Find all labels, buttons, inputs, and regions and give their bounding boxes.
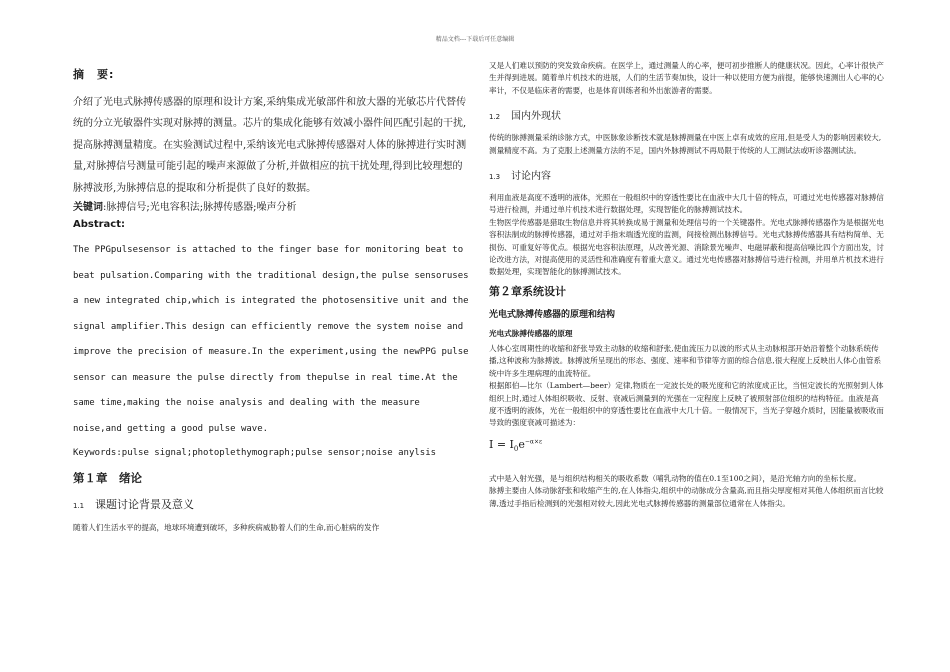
right-column (489, 60, 884, 510)
keywords-en-line (73, 448, 469, 458)
section-1-3-number: 1.3 (489, 173, 501, 182)
section-1-3-title: 讨论内容 (511, 171, 551, 183)
section-1-2-body: 传统的脉搏测量采纳诊脉方式，中医脉象诊断技术就是脉搏测量在中医上卓有成效的应用,但是受人为的影响因素较大,测量精度不高。为了克服上述测量方法的不足，国内外脉搏测试不再局限于传统的人工测试法或听诊器测试法。 (489, 133, 882, 155)
section-2-1-1-body-4: 脉搏主要由人体动脉舒张和收缩产生的,在人体指尖,组织中的动脉成分含量高,而且指尖厚度相对其他人体组织而言比较薄,透过手指后检测到的光强相对较大,因此光电式脉搏传感器的测量部位通常在人体指尖。 (489, 486, 884, 508)
section-1-2-title: 国内外现状 (511, 111, 561, 123)
abstract-en-body: The PPGpulsesensor is attached to the finger base for monitoring beat to beat pulsation.Comparing with the traditional design,the pulse sensoruses a new integrated chip,which is integrated the photosensitive unit and the signal amplifier.This design can efficiently remove the system noise and improve the precision of measure.In the experiment,using the newPPG pulse sensor can measure the pulse directly from thepulse in real time.At the same time,making the noise analysis and dealing with the measure noise,and getting a good pulse wave. (73, 245, 469, 434)
section-1-1-heading (73, 496, 469, 512)
section-1-2-heading (489, 107, 884, 122)
chapter1-heading: 第１章 绪论 (73, 471, 142, 486)
section-1-1-number: 1.1 (73, 502, 85, 511)
section-1-3-body-1: 利用血液是高度不透明的液体，光照在一般组织中的穿透性要比在血液中大几十倍的特点，可通过光电传感器对脉搏信号进行检测，并通过单片机技术进行数据处理，实现智能化的脉搏测试技术。 (489, 193, 884, 215)
section-1-3-body-2: 生物医学传感器是猎取生物信息并将其转换成易于测量和处理信号的一个关键器件。光电式脉搏传感器作为是根据光电容积法制成的脉搏传感器，通过对手指末端透光度的监测，间接检测出脉搏信号。光电式脉搏传感器具有结构简单、无损伤、可重复好等优点。根据光电容积法原理，从改善光源、消除景光噪声、电磁屏蔽和提高信噪比四个方面出发，讨论改进方法，对提高使用的灵活性和准确度有着重大意义。通过光电传感器对脉搏信号进行检测，并用单片机技术进行数据处理，实现智能化的脉搏测试技术。 (489, 217, 884, 277)
section-1-1-continued: 又是人们难以预防的突发致命疾病。在医学上，通过测量人的心率，便可初步推断人的健康状况。因此，心率计很快产生并得到进展。随着单片机技术的进展，人们的生活节奏加快，设计一种以使用方便为前提，能够快速测出人心率的心率计，不仅是临床者的需要，也是体育训练者和外出旅游者的需要。 (489, 61, 884, 95)
abstract-en-heading: Abstract: (73, 219, 126, 231)
section-2-1-heading: 光电式脉搏传感器的原理和结构 (489, 309, 616, 320)
page-header: 精品文档---下载后可任意编辑 (435, 36, 515, 43)
keywords-text: :脉搏信号;光电容积法;脉搏传感器;噪声分析 (103, 202, 297, 214)
chapter2-heading: 第２章系统设计 (489, 284, 566, 298)
section-1-3-heading (489, 167, 884, 182)
abstract-body: 介绍了光电式脉搏传感器的原理和设计方案,采纳集成光敏部件和放大器的光敏芯片代替传统的分立光敏器件实现对脉搏的测量。芯片的集成化能够有效减小器件间匹配引起的干扰,提高脉搏测量精度。在实验测试过程中,采纳该光电式脉搏传感器对人体的脉搏进行实时测量,对脉搏信号测量可能引起的噪声来源做了分析,并做相应的抗干扰处理,得到比较理想的脉搏波形,为脉搏信息的提取和分析提供了良好的数据。 (73, 97, 467, 194)
formula-exponent: −α×ε (524, 438, 543, 446)
left-column (73, 66, 469, 534)
abstract-heading: 摘 要: (73, 68, 115, 81)
section-1-1-body: 随着人们生活水平的提高，地球环境遭到破坏，多种疾病威胁着人们的生命,而心脏病的发作 (73, 523, 380, 533)
keywords-en-label: Keywords (73, 448, 117, 459)
formula-lhs: I = I (489, 437, 514, 451)
section-2-1-1-body-2: 根据郎伯—比尔（Lambert—beer）定律,物质在一定波长处的吸光度和它的浓度成正比，当恒定波长的光照射到人体组织上时,通过人体组织吸收、反射、衰减后测量到的光强在一定程度上反映了被照射部位组织的结构特征。血液是高度不透明的液体，光在一般组织中的穿透性要比在血液中大几十倍。一般情况下，当光子穿越介质时，因能量被吸收而导致的强度衰减可描述为： (489, 381, 884, 428)
keywords-en-text: :pulse signal;photoplethymograph;pulse sensor;noise anylsis (116, 448, 437, 459)
formula-e: e (518, 437, 525, 451)
section-1-2-number: 1.2 (489, 113, 501, 122)
section-1-1-title: 课题讨论背景及意义 (95, 498, 194, 512)
formula-subscript: 0 (513, 444, 519, 453)
section-2-1-1-body-3: 式中是入射光强，是与组织结构相关的吸收系数（哺乳动物的值在0.1至100之间），是沿光轴方向的坐标长度。 (489, 473, 862, 483)
keywords-line (73, 201, 469, 215)
keywords-label: 关键词 (73, 202, 103, 214)
section-2-1-1-body-1: 人体心室周期性的收缩和舒张导致主动脉的收缩和舒张,使血流压力以波的形式从主动脉根部开始沿着整个动脉系统传播,这种波称为脉搏波。脉搏波所呈现出的形态、强度、速率和节律等方面的综合信息,很大程度上反映出人体心血管系统中许多生理病理的血流特征。 (489, 343, 882, 378)
attenuation-formula (489, 438, 884, 453)
section-2-1-1-heading: 光电式脉搏传感器的原理 (489, 328, 573, 338)
